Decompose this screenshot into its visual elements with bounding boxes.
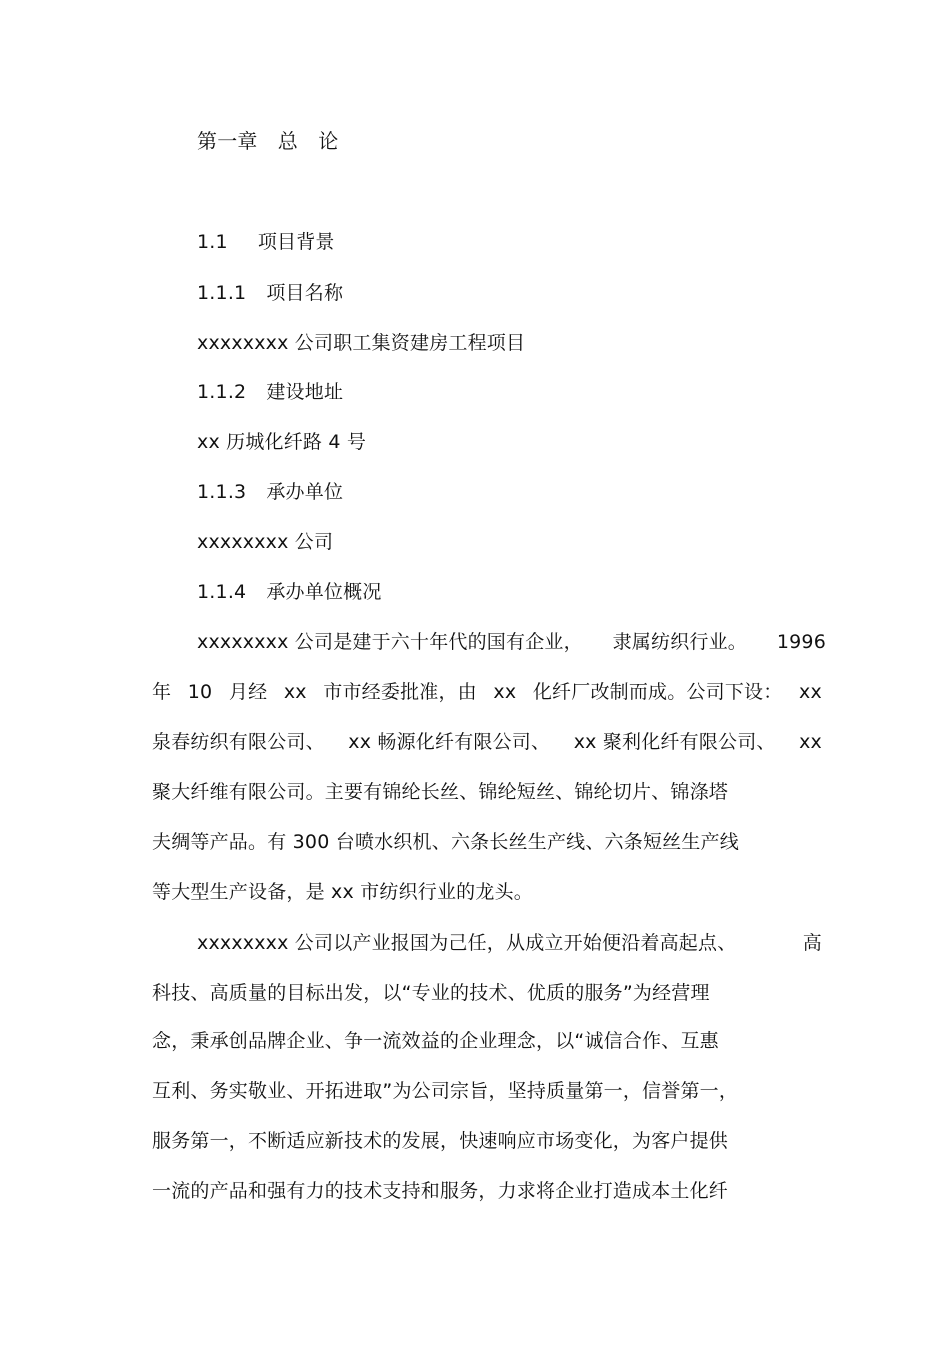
heading-text: 项目名称 [266, 282, 344, 304]
text-segment: 隶属纺织行业。 [612, 631, 748, 653]
text-segment: 年 [152, 681, 172, 703]
text-segment: xxxxxxxx 公司是建于六十年代的国有企业， [197, 631, 583, 653]
text-segment: xx [283, 681, 307, 703]
paragraph1-line5: 夫绸等产品。有 300 台喷水织机、六条长丝生产线、六条短丝生产线 [152, 831, 739, 853]
text-segment: 化纤厂改制而成。公司下设： [532, 681, 783, 703]
paragraph1-line6: 等大型生产设备，是 xx 市纺织行业的龙头。 [152, 881, 533, 903]
text-segment: 市市经委批准，由 [323, 681, 477, 703]
heading-number: 1.1 [197, 231, 228, 253]
paragraph2-line6: 一流的产品和强有力的技术支持和服务，力求将企业打造成本土化纤 [152, 1180, 729, 1202]
text-segment: 10 [187, 681, 213, 703]
paragraph1-line1 [197, 630, 826, 654]
paragraph2-line2: 科技、高质量的目标出发，以“专业的技术、优质的服务”为经营理 [152, 982, 710, 1004]
organizer-value: xxxxxxxx 公司 [197, 531, 334, 553]
text-segment: 月经 [228, 681, 268, 703]
project-name-value: xxxxxxxx 公司职工集资建房工程项目 [197, 332, 526, 354]
paragraph2-line1 [197, 931, 822, 955]
section-heading-1-1-4 [197, 580, 382, 604]
paragraph2-line5: 服务第一，不断适应新技术的发展，快速响应市场变化，为客户提供 [152, 1130, 729, 1152]
section-heading-1-1 [197, 230, 335, 254]
paragraph2-line3: 念，秉承创品牌企业、争一流效益的企业理念，以“诚信合作、互惠 [152, 1030, 719, 1052]
heading-number: 1.1.2 [197, 381, 247, 403]
heading-number: 1.1.3 [197, 481, 247, 503]
paragraph1-line2 [152, 680, 822, 704]
section-heading-1-1-1 [197, 281, 343, 305]
chapter-title: 第一章 总 论 [197, 129, 339, 153]
text-segment: 高 [802, 932, 822, 954]
text-segment: xx 聚利化纤有限公司、 [573, 731, 776, 753]
heading-text: 承办单位 [266, 481, 344, 503]
heading-text: 承办单位概况 [266, 581, 382, 603]
address-value: xx 历城化纤路 4 号 [197, 431, 367, 453]
text-segment: xx [493, 681, 517, 703]
heading-text: 项目背景 [257, 231, 335, 253]
text-segment: xxxxxxxx 公司以产业报国为己任，从成立开始便沿着高起点、 [197, 932, 737, 954]
text-segment: xx [799, 731, 822, 753]
text-segment: 1996 [776, 631, 826, 653]
heading-number: 1.1.4 [197, 581, 247, 603]
section-heading-1-1-3 [197, 480, 343, 504]
paragraph1-line3 [152, 730, 822, 754]
paragraph1-line4: 聚大纤维有限公司。主要有锦纶长丝、锦纶短丝、锦纶切片、锦涤塔 [152, 781, 729, 803]
text-segment: xx [799, 681, 822, 703]
heading-number: 1.1.1 [197, 282, 247, 304]
section-heading-1-1-2 [197, 380, 343, 404]
paragraph2-line4: 互利、务实敬业、开拓进取”为公司宗旨，坚持质量第一，信誉第一， [152, 1080, 739, 1102]
heading-text: 建设地址 [266, 381, 344, 403]
text-segment: xx 畅源化纤有限公司、 [348, 731, 551, 753]
text-segment: 泉春纺织有限公司、 [152, 731, 325, 753]
